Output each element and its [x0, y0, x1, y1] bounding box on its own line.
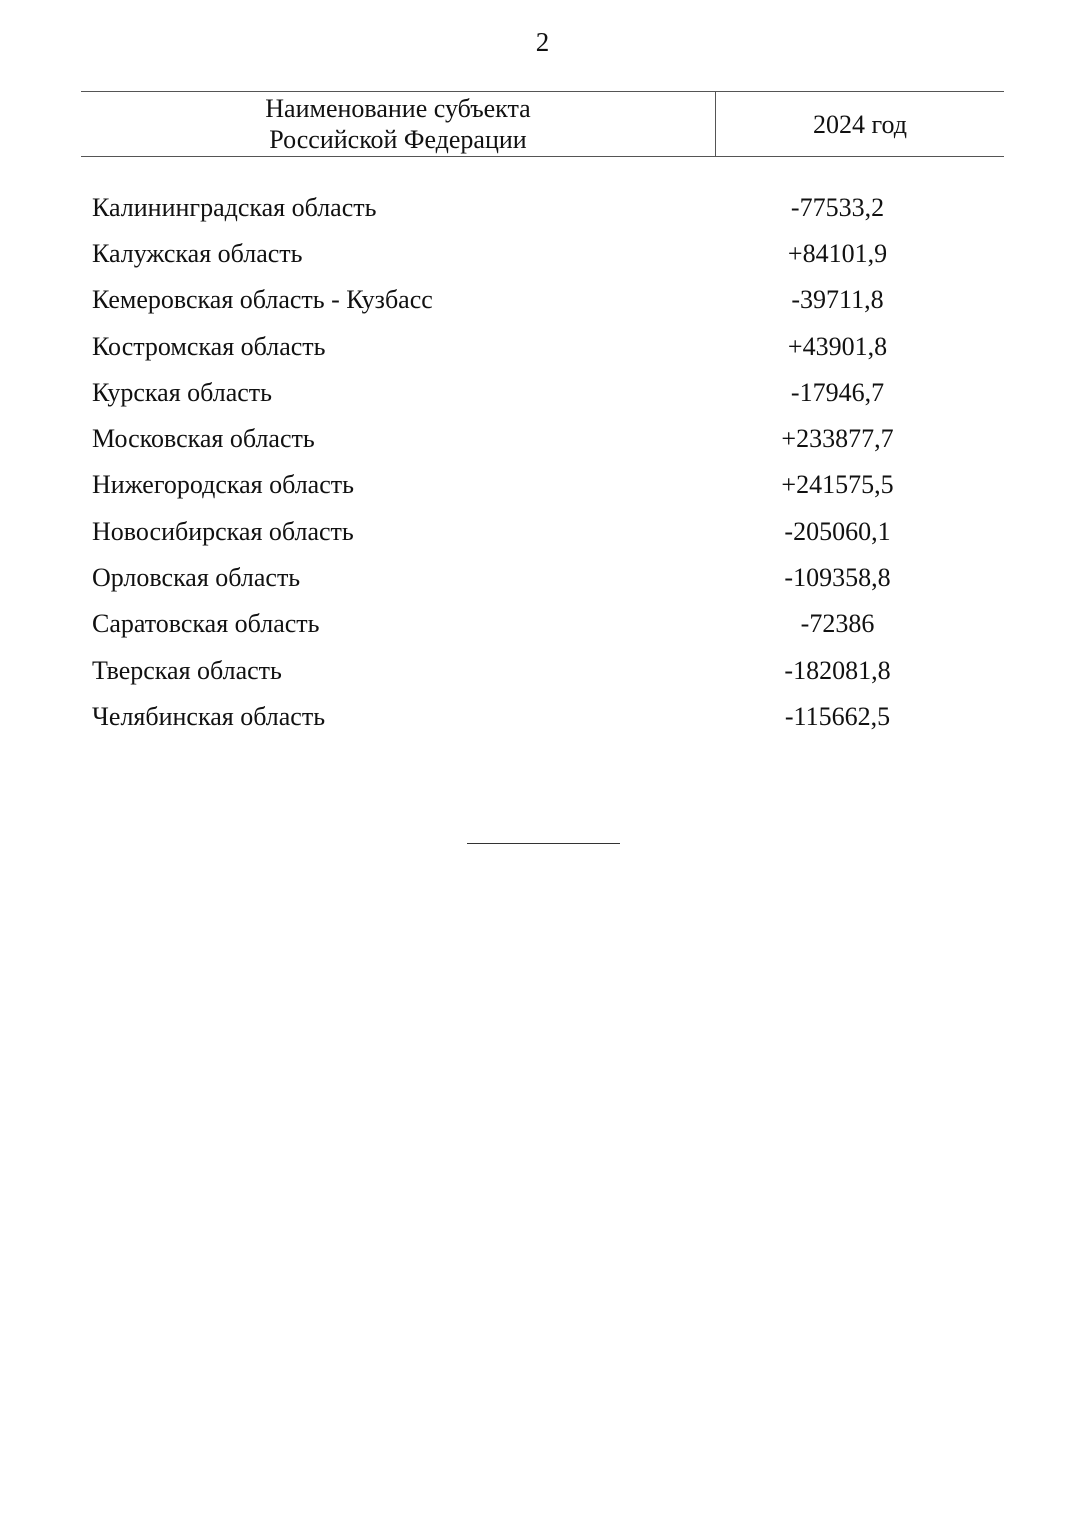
- table-row: [92, 230, 1004, 276]
- value-2024: -109358,8: [784, 563, 891, 593]
- table-row: [92, 647, 1004, 693]
- value-2024: -115662,5: [784, 701, 891, 731]
- end-of-document-rule: [467, 843, 620, 844]
- table-header: [81, 91, 1004, 157]
- value-2024: -39711,8: [791, 285, 884, 315]
- subject-header-line-1: Наименование субъекта: [265, 94, 531, 123]
- subject-name: Курская область: [92, 377, 273, 407]
- subject-name: Московская область: [92, 424, 315, 454]
- subject-name: Калининградская область: [92, 192, 377, 222]
- value-2024: -77533,2: [790, 192, 885, 222]
- value-2024: +84101,9: [787, 238, 888, 268]
- subject-name: Тверская область: [92, 655, 282, 685]
- subject-name: Новосибирская область: [92, 516, 354, 546]
- table-row: [92, 323, 1004, 369]
- subject-name: Саратовская область: [92, 609, 320, 639]
- table-row: [92, 693, 1004, 739]
- table-row: [92, 508, 1004, 554]
- table-row: [92, 554, 1004, 600]
- subject-name: Калужская область: [92, 238, 303, 268]
- subject-name: Кемеровская область - Кузбасс: [92, 285, 433, 315]
- value-2024: +241575,5: [781, 470, 894, 500]
- subject-name: Челябинская область: [92, 701, 326, 731]
- value-2024: +233877,7: [781, 424, 894, 454]
- subject-name: Нижегородская область: [92, 470, 354, 500]
- table-body: [92, 184, 1004, 740]
- subject-name: Костромская область: [92, 331, 326, 361]
- value-2024: -182081,8: [784, 655, 891, 685]
- table-row: [92, 601, 1004, 647]
- value-2024: -205060,1: [784, 516, 891, 546]
- table-row: [92, 277, 1004, 323]
- subject-name: Орловская область: [92, 563, 301, 593]
- value-2024: +43901,8: [787, 331, 888, 361]
- table-row: [92, 462, 1004, 508]
- subject-column-header: [81, 92, 716, 156]
- table-row: [92, 415, 1004, 461]
- subject-header-line-2: Российской Федерации: [269, 125, 527, 154]
- year-column-header: 2024 год: [813, 109, 907, 139]
- table-row: [92, 369, 1004, 415]
- value-2024: -72386: [800, 609, 875, 639]
- value-2024: -17946,7: [790, 377, 885, 407]
- table-row: [92, 184, 1004, 230]
- page-number: 2: [535, 27, 550, 57]
